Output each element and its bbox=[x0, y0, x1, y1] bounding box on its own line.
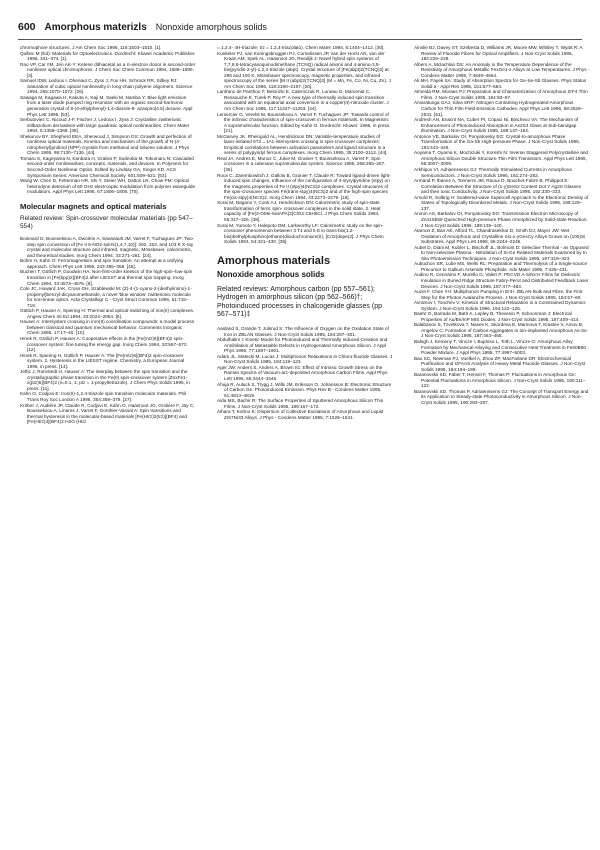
nonoxide-subheading: Nonoxide amorphous solids bbox=[217, 269, 325, 279]
reference-entry: Aoyama T, Oyama K, Mochizuki Y, Konishi N: Inverse Staggered Polycrystalline and Amorphous Silicon Double Structure Thin Film Transistors. Appl Phys Lett 1995, 66:3007–3009. bbox=[414, 150, 589, 167]
related-review-magnets: Related review: Spin-crossover molecular materials (pp 547–554) bbox=[20, 215, 193, 230]
reference-entry: Jeftic J, Romstedt H, Hauser A: The interplay between the spin transition and the crystallographic phase transition in the Fe(II) spin-crossover system [ZnxFe1-x(ptz)6](BF4)2 (x=0.1, 1; ptz = 1-propyltetrazole). J Chem Phys Solids 1996, in press. [11]. bbox=[20, 369, 190, 391]
reference-entry: Baehr O, Barrada M, Bath A, Lepley B, Thevenin P, Schoonman J: Electrical Properties of Au/Bn/InP MIS Diodes. J Non-Cryst Solids 1995, 187:409–414. bbox=[414, 311, 580, 322]
reference-entry: Andresh AN, Enacnt NA, Cuber PI, Copaci Ni, Bincheco VA: The Mechanism of Enhancement of Photoinduced Absorption in As2S3 Glass at Sub-bandgap Illumination. J Non-Cryst Solids 1995, 189:147–153. bbox=[414, 117, 579, 134]
running-header bbox=[18, 21, 582, 35]
reference-entry: Ahuja R, Auluck S, Trygg J, Wills JM, Eriksson O, Johansson B: Electronic Structure of Carbon Ge. Photoinduced Emission. Phys Rev B - Condens Matter 1995, 51:4813–4819. bbox=[217, 381, 392, 398]
reference-entry: Wang W, Chen D, Fetterman HR, Shi Y, Steier WH, Dalton LR, Chow PM: Optical heterodyne detection of 60 GHz electrooptic modulation from polymer waveguide modulators. Appl Phys Lett 1995, 67:1806–1808. [70]. bbox=[20, 178, 196, 195]
reference-entry: Auzel F, Chen YH: Multiphonon Pumping in Er3+ ZBLAN Bulk and Fibre, the First Step for the Photon Avalanche Process. J Non-Cryst Solids 1995, 184:57–60. bbox=[414, 289, 583, 300]
reference-entry: Cole JC, Howard JAK, Cross GH, Szablewski M: (Z)-4-(1-cyano-2-(diethylimino)-1-propenyl)benzyl-dicyanomethanide, a novel 'blue window' zwitterionic molecule for non-linear optics. Acta Crystallogr C - Cryst Struct Commun 1995, 51:715–718. bbox=[20, 286, 192, 308]
reference-entry: Kunkeler PJ, van Koningsbruggen PJ, Cornelissen JP, van der Horst AN, van der Kraan AM, Spek AL, Haasnoot JG, Reedijk J: Novel hybrid spin systems of 7,7,8,8-tetracyanoquinodimethane (TCNQ) radical anions and 4-amino-3,5-bis(pyridin-2-yl)-1,2,4-triazole (abpt). Crystal structure of [Fe(abpt)2(TCNQ)2] at 298 and 100 K, Mössbauer spectroscopy, magnetic properties, and infrared spectroscopy of the series [M II (abpt)2(TCNQ)2] (M = Mn, Fe, Co, Ni, Cu, Zn). J Am Chem Soc 1996, 118:2190–2197. [20]. bbox=[217, 50, 391, 89]
reference-entry: Tomaru S, Kageyama N, Kanbara H, Gratiss P, Sodeoka M, Tokumaru N: Cascaded second-order nonlinearities, concepts, materials, and devices. In Polymers for Second-Order Nonlinear Optics. Edited by Lindsay GA, Singer KD. ACS Symposium Series: American Chemical Society. 601:509–521. [53]. bbox=[20, 155, 194, 178]
reference-entry: Kröber J, Audière JP, Claude R, Codjovi E, Kahn O, Haasnoot JG, Grolière F, Jay C, Bousseksou A, Linares J, Varret F, Gonthier-Vassal A: Spin transitions and thermal hysteresis in the molecular-based materials [Fe(Htrz)2(trz)](BF4) and [Fe(Htrz)3](BF4)2·H2O (Htrz bbox=[20, 402, 195, 425]
reference-entry: Gütlich P, Hauser A, Spiering H: Thermal and optical switching of iron(II) complexes. Angew Chem Int Ed 1994, 33:2024–2054. [6]. bbox=[20, 308, 195, 319]
header-rule bbox=[18, 39, 582, 40]
reference-entry: Rao VP, Cai YM, Jen AK-Y: Ketene dithiacetal as a π-electron donor in second-order nonlinear optical chromophores. J Chem Soc Chem Commun 1994, 1689–1690. [3]. bbox=[20, 61, 196, 78]
reference-entry: Ager JW, Anders S, Anders A, Brown IG: Effect of Intrinsic Growth Stress on the Raman Spectra of Vacuum-arc-deposited Amorphous Carbon Films. Appl Phys Lett 1995, 66:3444–3446. bbox=[217, 364, 388, 381]
column-3 bbox=[414, 45, 590, 406]
reference-entry: Serbutoviez C, Nicoud J-F, Fischer J, Ledoux I, Zyss J: Crystalline zwitterionic stilbazolium derivatives with large quadratic optical nonlinearities. Chem Mater 1994, 6:1358–1368. [38]. bbox=[20, 117, 190, 134]
reference-entry: Hinek R, Spiering H, Gütlich P, Hauser A: The [Fe(mtz)6](BF4)2 spin-crossover system. 2. Hysteresis in the LIESST regime. Chemistry, a European Journal 1996, in press. [14]. bbox=[20, 352, 185, 369]
reference-entry: Sorai M, Nagano Y, Conti AJ, Hendrickson DN: Calorimetric study of spin-state transformation of ferric spin- crossover complexes in the solid state. 2. Heat capacity of [Fe(3-OMe-SalAPA)2]ClO4·C6H5Cl. J Phys Chem Solids 1994, 55:317–326. [38]. bbox=[217, 200, 381, 222]
reference-entry: Arnold R, Solbrig H: Scattered-wave Supercell Approach to the Electronic Density of States of Topologically Disordered Metals. J Non-Cryst Solids 1995, 189:129–137. bbox=[414, 194, 589, 211]
reference-entry: Hauser A: Intersystem crossing in iron(II) coordination compounds: a model process between classical and quantum mechanical behavior. Comments Inorganic Chem 1995, 17:17–40. [10]. bbox=[20, 319, 195, 336]
reference-entry: Ali MH, Fayek SA: Study of Absorption Spectra for Ge-Se-Sb Glasses. Phys Status Solidi a - Appl Res 1995, 151:577–584. bbox=[414, 78, 587, 89]
reference-entry: = 1,2,4- 4H-triazole; trz = 1,2,4-triazolato). Chem Mater 1994, 6:1404–1412. [30]. bbox=[217, 45, 385, 50]
amorphous-materials-heading: Amorphous materials bbox=[217, 254, 331, 267]
reference-entry: Lanfranc de Panthou F, Belorizki E, Calemczuk R, Luneau D, Marcenat C, Ressouche E, Turek P, Rey P: A new type of thermally induced spin transition associated with an equatorial axial conversion in a copper(II)-nitroxide cluster. J Am Chem Soc 1995, 117:11247–11253. [44]. bbox=[217, 89, 389, 112]
reference-list-2 bbox=[217, 45, 393, 245]
reference-entry: Amaratunga GAJ, Silva SRP: Nitrogen Containing Hydrogenated Amorphous Carbon for Thin Film Field Emission Cathodes. Appl Phys Lett 1996, 68:2529–2531. [51]. bbox=[414, 100, 584, 117]
reference-entry: Buchen T, Gütlich P, Goodwin HA: Non-first-order kinetics of the high-spin–low-spin transition in [Fe(bpp)2](BF4)2 after LIESST and thermal spin trapping. Inorg Chem 1994, 33:4573–4576. [8]. bbox=[20, 269, 193, 286]
reference-entry: Hinek R, Gütlich P, Hauser A: Cooperative effects in the [Fe(mtz)6](BF4)2 spin-crossover system: fine tuning the energy gap. Inorg Chem 1994, 33:567–572. [12]. bbox=[20, 336, 188, 353]
reference-entry: Aihara T, Kohno K: Dispersion of Collective Excitations of Amorphous and Liquid Zr67Ni33 Alloys. J Phys - Condens Matter 1995, 7:1525–1541. bbox=[217, 409, 384, 420]
reference-entry: Avramov I, Tonchev V: Kinetics of Structural Relaxation in a Constrained Dynamics System. J Non-Cryst Solids 1996, 194:122–126. bbox=[414, 300, 586, 311]
reference-entry: Aida MS, Bachir R: The Surface Properties of Sputtered Amorphous Silicon Thin Films. J Non-Cryst Solids 1995, 189:167–172. bbox=[217, 398, 384, 409]
reference-entry: Bao SC, Newman PJ, Voelkel A, Zhou ZP, MacFarlane DR: Electrochemical Purification and GFAAS Analysis of Heavy Metal Fluoride Glasses. J Non-Cryst Solids 1995, 184:194–199. bbox=[414, 355, 586, 372]
reference-entry: Baranovskii SD, Faber T, Hensel F, Thomas P: Fluctuations in Amorphous Ge: Potential Fluctuations in Amorphous Silicon. J Non-Cryst Solids 1995, 190:111–122. bbox=[414, 372, 586, 389]
reference-entry: Real JA, Andres E, Munoz C, Julve M, Granier T, Bousseksou A, Varret F: Spin crossover in a catenane supramolecular system. Science 1995, 268:265–267. [36]. bbox=[217, 155, 386, 173]
reference-entry: Abdulhalim I: Kinetic Model for Photoinduced and Thermally Induced Creation and Annihilation of Metastable Defects in Hydrogenated Amorphous Silicon. J Appl Phys 1995, 77:1897–1901. bbox=[217, 337, 388, 354]
reference-entry: Boinnard D, Bousseksou A, Dworkin A, Savariault JM, Varret F, Tuchagues JP: Two-step spin conversion of [Fe II 5-NO2-sal-N(1,4,7,10)]: 292, 153, and 103 K X-ray crystal and molecular structure and infrared, magnetic, Mössbauer, calorimetric, and theoretical studies. Inorg Chem 1994, 33:271–281. [24]. bbox=[20, 236, 195, 258]
reference-entry: Shekunov BY, Shepherd EEA, Sherwood J, Simpson GS: Growth and perfection of nonlinear optical materials. Kinetics and mechanism of the growth of N-(4-nitrophenyl)prolinol (NPP) crystals from methanol and toluene solution. J Phys Chem 1995, 99:7130–7136. [44]. bbox=[20, 133, 192, 156]
reference-entry: Antonov VE, Barkalov OI, Ponyatovsky EG: Crystal-to-amorphous Phase Transformation of the Ga-Sb High-pressure Phase. J Non-Cryst Solids 1995, 193:443–446. bbox=[414, 133, 581, 150]
section-title: Amorphous materizls bbox=[44, 22, 147, 33]
reference-list-1 bbox=[20, 45, 196, 195]
reference-entry: Bohm H, Kahn O: Ferromagnetism and spin transition: An attempt at a unifying approach. Chem Phys Lett 1995, 243:355–358. [45]. bbox=[20, 258, 184, 269]
reference-list-2b bbox=[217, 326, 393, 420]
reference-entry: Arkhipov VI, Adriaenssens GJ: Thermally Stimulated Currents in Amorphous Semiconductors. J Non-Cryst Solids 1995, 181:274–282. bbox=[414, 167, 572, 178]
reference-entry: Atamon Z, Bair AE, Alford TL, Chandrasekhar D, Smith DJ, Mayer JW: Wet Oxidation of Amorphous and Crystalline Si1-x-yGexCy Alloys Grown on (100)Si Substrates. Appl Phys Lett 1995, 66:2244–2246. bbox=[414, 228, 586, 245]
reference-entry: Sawaga M, Kagawa H, Kakuta A, Kaji M, Saeki M, Namba Y: Blue light emission from a laser diode pumped ring resonator with an organic second-harmonic generation crystal of 8-(4-ethylphenyl)-1,4-diazole-8- azaspiro[4.5] decane. Appl Phys Lett 1995. [53]. bbox=[20, 94, 193, 117]
reference-entry: Balogh J, Kemeny T, Vincze I, Bujdoso L, Toth L, Vincze G: Amorphous Alloy Formation by Mechanical Alloying and Consecutive Heat Treatment in Fe50B50 Powder Mixture. J Appl Phys 1995, 77:4997–5003. bbox=[414, 338, 586, 356]
reference-entry: chromophore structures. J Am Chem Soc 1996, 116:1503–1510. [1]. bbox=[20, 45, 162, 50]
reference-entry: Aubel D, Diani M, Kubler L, Bischoff JL, Bolmont D: Selective Thermal - as Opposed to Non-selective Plasma - Nitridation of Si-Ge Related Materials Examined by In Situ Photoemission Techniques. J Non-Cryst Solids 1995, 187:319–323. bbox=[414, 244, 589, 261]
reference-list-3 bbox=[414, 45, 590, 406]
reference-entry: Samuel IDW, Ledoux I, Dhenaut C, Zyss J, Fox HH, Schrock RR, Silbey RJ: Saturation of cubic optical nonlinearity in long-chain polyene oligomers. Science 1994, 265:1070–1072. [26]. bbox=[20, 78, 193, 95]
reference-entry: Roux C, Zarembowitch J, Gallois B, Granier T, Claude R: Toward ligand-driven light-induced spin changes. Influence of the configuration of 4-styrylpyridine (stpy) on the magnetic properties of Fe II (stpy)4(NCS)2 complexes. Crystal structures of the spin-crossover species Fe(trans-stpy)4(NCS)2 and of the high-spin species Fe(cis-stpy)4(NCS)2. Inorg Chem 1994, 33:2273–2279. [18]. bbox=[217, 172, 391, 200]
reference-entry: Lemercier G, Verelst M, Bousseksou A, Varret F, Tuchagues JP: Towards control of the intrinsic characteristics of spin-crossover in ferrous materials. In Magnetism: A supramolecular function. Edited by Kahn O. Dordrecht: Kluwer. 1996, in press. [21]. bbox=[217, 111, 391, 134]
reference-entry: Almeida RM, Moraes PJ: Preparation and Characterization of Amorphous ZrF4 Thin Films. J Non-Cryst Solids 1995, 184:93–97. bbox=[414, 89, 588, 100]
page-number: 600 bbox=[18, 21, 36, 33]
column-1 bbox=[20, 45, 196, 425]
reference-entry: Albers A, Mclachlan DS: An Anomaly in the Temperature Dependence of the Resistivity of Amorphous Metallic FexGe1-x Alloys at Low Temperatures. J Phys - Condens Matter 1995, 7:4649–4664. bbox=[414, 61, 590, 78]
subsection-title: Nonoxide amorphous solids bbox=[155, 22, 267, 32]
reference-entry: Ainslie BJ, Davey ST, Szebesta D, Williams JR, Moore MW, Whitley T, Wyatt R: A Review of Fluoride Fibres for Optical Amplifiers. J Non-Cryst Solids 1995, 184:225–228. bbox=[414, 45, 583, 62]
molecular-magnets-heading: Molecular magnets and optical materials bbox=[20, 201, 167, 211]
reference-entry: McGarvey JK, Rheingold AL, Hendrickson DN: Variable-temperature studies of laser-initiated 5T2→1A1 intersystem crossing in spin-crossover complexes: Empirical correlations between activation parameters and ligand structure in a series of polypyridyl ferrous complexes. Inorg Chem 1995, 35:2100–2112. [44]. bbox=[217, 133, 388, 156]
reference-entry: Baranovskii SD, Thomas P, Adriaenssens GJ: The Concept of Transport Energy and its Application to Steady-state Photoconductivity in Amorphous Silicon. J Non-Cryst Solids 1995, 190:283–287. bbox=[414, 388, 589, 405]
reference-entry: Kahn O, Codjovi E: Iron(II)-1,2,4-triazole spin transition molecular materials. Phil Trans Roy Soc London A 1996, 354:359–379. [27]. bbox=[20, 391, 187, 403]
reference-entry: Audino R, Cennamo F, Morello G, Valeri P: PECVD A-SiNx:H Films for Dielectric Insulation in Buried Ridge Structure Fabry-Perot and Distributed Feedback Laser Devices. J Non-Cryst Solids 1995, 187:477–483. bbox=[414, 272, 589, 289]
reference-entry: Armand P, Ibanez A, Tonnerre JM, Raoux D, Bouchet-Fabre B, Philippot E: Correlation Between the Structure of (1-y)GeS2 Content Dot Y Ag2S Glasses and their Ionic Conductivity. J Non-Cryst Solids 1995, 192:330–333. bbox=[414, 178, 582, 195]
reference-entry: Aubuchon SR, Lube MS, Wells RL: Preparation and Thermolysis of a Single-source Precursor to Gallium Arsenide Phosphide. Adv Mater 1995, 7:428–431. bbox=[414, 261, 588, 272]
reference-entry: Balabanov S, Tzvetkova T, Nasev K, Skordeva E, Marinova T, Krastev V, Amov B, Angelov C: Formation of Carbon Aggregates in Ion-implanted Amorphous As-Se. J Non-Cryst Solids 1995, 187:463–465. bbox=[414, 322, 589, 339]
reference-list-1b bbox=[20, 236, 196, 425]
reference-entry: Sorai M, Yumoto Y, Halepoto DM, Larkworthy LF: Calorimetric study on the spin-crossover phenomenon between 3 T1 and 5 E in trans-bis(1,2-bis(diethylphosphino)ethane)diiodochromium(II), [CrI2(depe)2]. J Phys Chem Solids 1993, 54:421–430. [39]. bbox=[217, 222, 384, 245]
reference-entry: Aasland S, Grande T, Julsrud S: The Influence of Oxygen on the Oxidation State of Iron in ZBLAN Glasses. J Non-Cryst Solids 1995, 184:297–301. bbox=[217, 326, 389, 337]
related-reviews-amorphous: Related reviews: Amorphous carbon (pp 557–561); Hydrogen in amorphous silicon (pp 562–566)†; Photoinduced processes in chalcogenide glasses (pp 567–571)‡ bbox=[217, 285, 382, 319]
reference-entry: Adam JL, Matecki M, Lucas J: Multiphonon Relaxations in Chloro-fluoride Glasses. J Non-Cryst Solids 1995, 184:119–123. bbox=[217, 353, 393, 365]
reference-entry: Aronin AS, Barkalov OI, Ponyatovsky EG: Transmission Electron Microscopy of Zn41Sb59 Quenched High-pressure Phase Amorphized by Solid-state Reaction. J Non-Cryst Solids 1995, 189:136–140. bbox=[414, 211, 588, 228]
column-2 bbox=[217, 45, 393, 420]
reference-entry: Quillec M (Ed): Materials for Optoelectronics. Dordrecht: Kluwer Academic Publisher. 1996, 341–374. [1]. bbox=[20, 50, 196, 62]
